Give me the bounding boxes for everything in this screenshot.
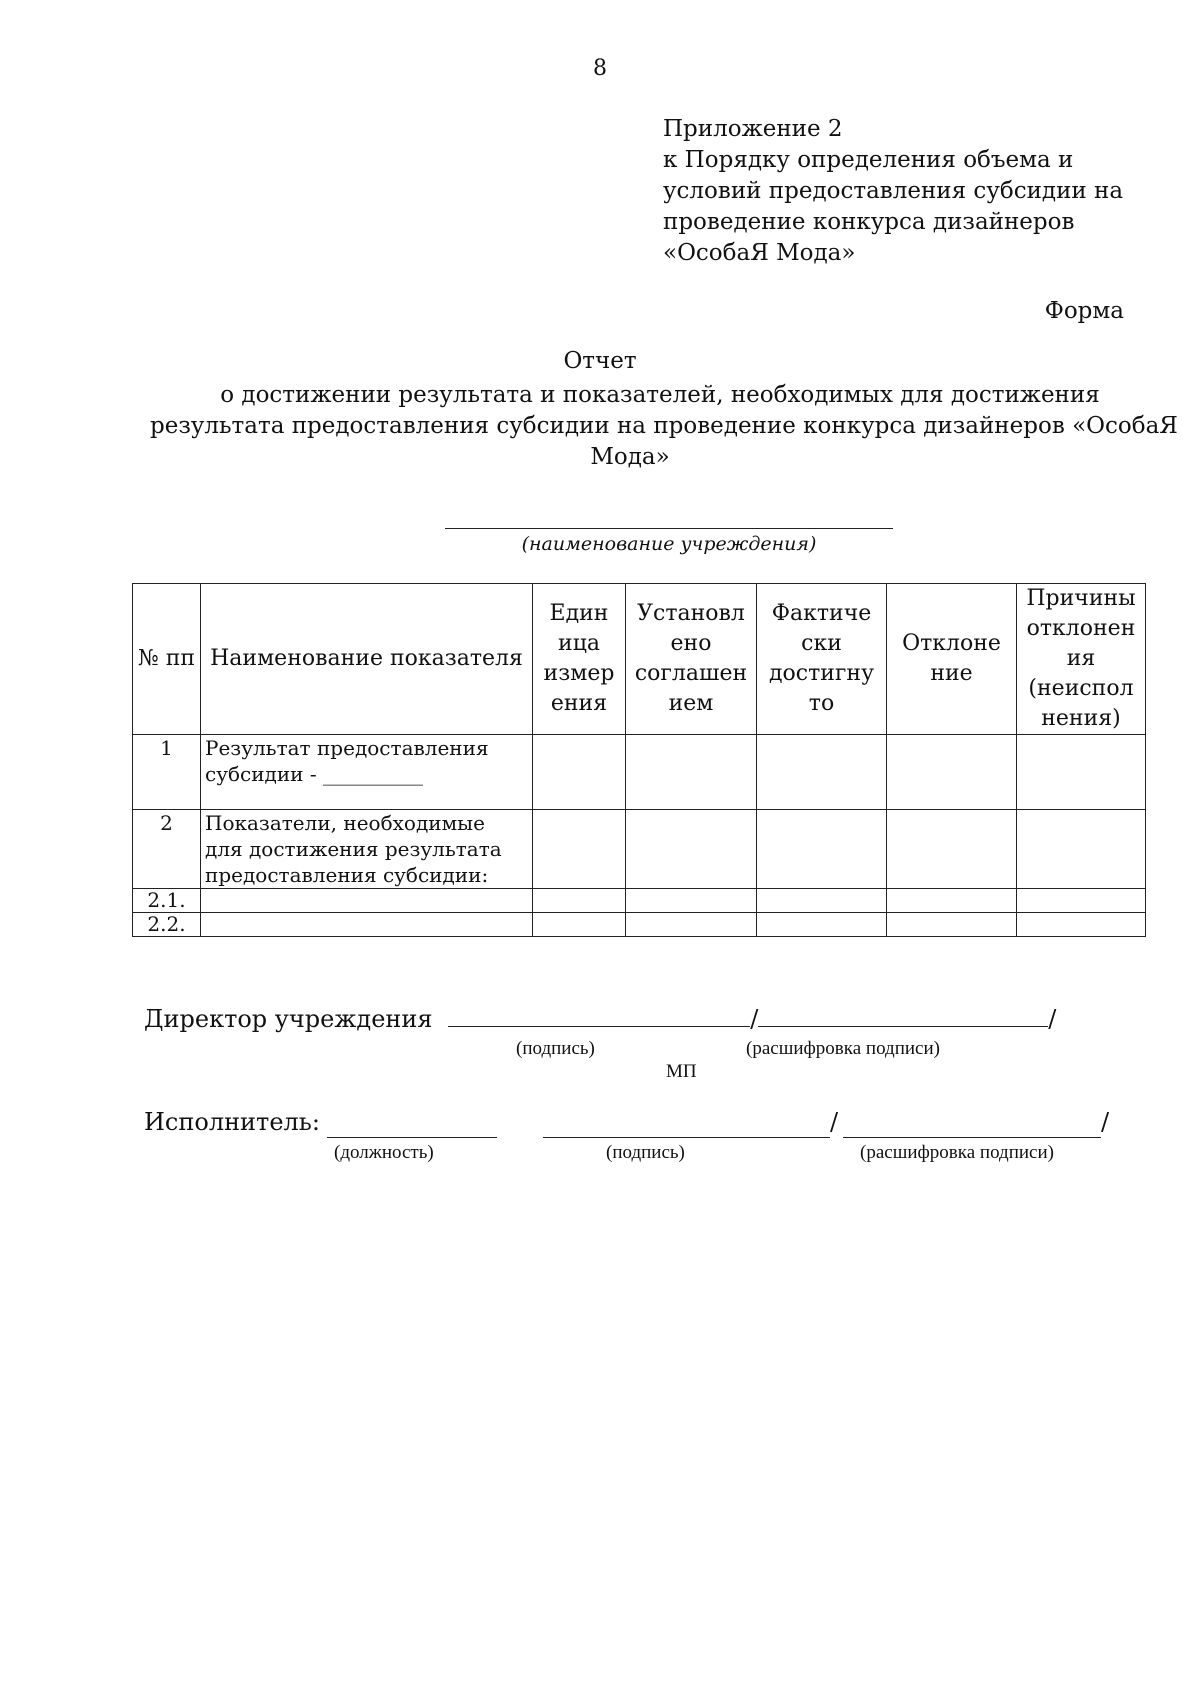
table-row — [133, 810, 1146, 889]
executor-slash-end: / — [1101, 1108, 1110, 1136]
appendix-block — [663, 114, 1123, 269]
cell-reasons — [1017, 735, 1146, 810]
director-slash: / — [750, 1005, 759, 1033]
appendix-line: Приложение 2 — [663, 116, 843, 142]
table-header-row — [133, 584, 1146, 735]
appendix-line: условий предоставления субсидии на — [663, 178, 1124, 204]
cell-unit — [533, 735, 626, 810]
cell-unit — [533, 810, 626, 889]
cell-deviation — [887, 889, 1017, 913]
form-label: Форма — [1044, 298, 1124, 324]
cell-planned — [626, 735, 757, 810]
cell-deviation — [887, 913, 1017, 937]
report-table — [132, 583, 1146, 937]
stamp-placeholder: МП — [666, 1061, 697, 1082]
header-deviation: Отклоне ние — [887, 584, 1017, 735]
page-number: 8 — [593, 56, 607, 81]
cell-actual — [757, 735, 887, 810]
director-decode-caption: (расшифровка подписи) — [746, 1038, 940, 1059]
cell-planned — [626, 913, 757, 937]
executor-decode-line — [843, 1115, 1101, 1138]
subtitle-line: результата предоставления субсидии на проведение конкурса дизайнеров «ОсобаЯ — [150, 413, 1178, 439]
cell-planned — [626, 810, 757, 889]
table-row — [133, 913, 1146, 937]
cell-actual — [757, 913, 887, 937]
table-row — [133, 889, 1146, 913]
executor-signature-caption: (подпись) — [606, 1142, 685, 1163]
row-number: 1 — [133, 735, 201, 810]
executor-decode-caption: (расшифровка подписи) — [860, 1142, 1054, 1163]
cell-deviation — [887, 735, 1017, 810]
cell-reasons — [1017, 810, 1146, 889]
cell-reasons — [1017, 889, 1146, 913]
row-indicator-name: Показатели, необходимые для достижения результата предоставления субсидии: — [201, 810, 533, 889]
header-actual: Фактиче ски достигну то — [757, 584, 887, 735]
director-slash-end: / — [1048, 1005, 1057, 1033]
row-indicator-name — [201, 913, 533, 937]
cell-unit — [533, 889, 626, 913]
director-signature-row — [144, 1004, 1056, 1033]
subtitle-line: Мода» — [590, 444, 670, 470]
row-number: 2.2. — [133, 913, 201, 937]
appendix-line: «ОсобаЯ Мода» — [663, 240, 856, 266]
header-indicator-name: Наименование показателя — [201, 584, 533, 735]
director-signature-line — [448, 1004, 750, 1027]
subtitle-line: о достижении результата и показателей, необходимых для достижения — [220, 382, 1100, 408]
cell-deviation — [887, 810, 1017, 889]
header-planned: Установл ено соглашен ием — [626, 584, 757, 735]
cell-reasons — [1017, 913, 1146, 937]
header-unit: Един ица измер ения — [533, 584, 626, 735]
executor-slash: / — [830, 1108, 839, 1136]
row-number: 2 — [133, 810, 201, 889]
executor-position-caption: (должность) — [334, 1142, 434, 1163]
organization-name-line — [445, 528, 893, 529]
appendix-line: проведение конкурса дизайнеров — [663, 209, 1075, 235]
executor-signature-line — [543, 1115, 830, 1138]
cell-unit — [533, 913, 626, 937]
director-decode-line — [758, 1004, 1048, 1027]
cell-actual — [757, 810, 887, 889]
executor-signature-row — [144, 1108, 320, 1136]
cell-actual — [757, 889, 887, 913]
director-signature-caption: (подпись) — [516, 1038, 595, 1059]
cell-planned — [626, 889, 757, 913]
report-title: Отчет — [563, 348, 637, 374]
table-row — [133, 735, 1146, 810]
organization-name-caption: (наименование учреждения) — [521, 533, 817, 555]
header-number: № пп — [133, 584, 201, 735]
row-indicator-name: Результат предоставления субсидии - __________ — [201, 735, 533, 810]
director-label: Директор учреждения — [144, 1005, 433, 1033]
header-reasons: Причины отклонен ия (неиспол нения) — [1017, 584, 1146, 735]
row-indicator-name — [201, 889, 533, 913]
appendix-line: к Порядку определения объема и — [663, 147, 1074, 173]
report-subtitle — [150, 380, 1178, 473]
row-number: 2.1. — [133, 889, 201, 913]
executor-label: Исполнитель: — [144, 1108, 320, 1136]
executor-position-line — [327, 1115, 497, 1138]
